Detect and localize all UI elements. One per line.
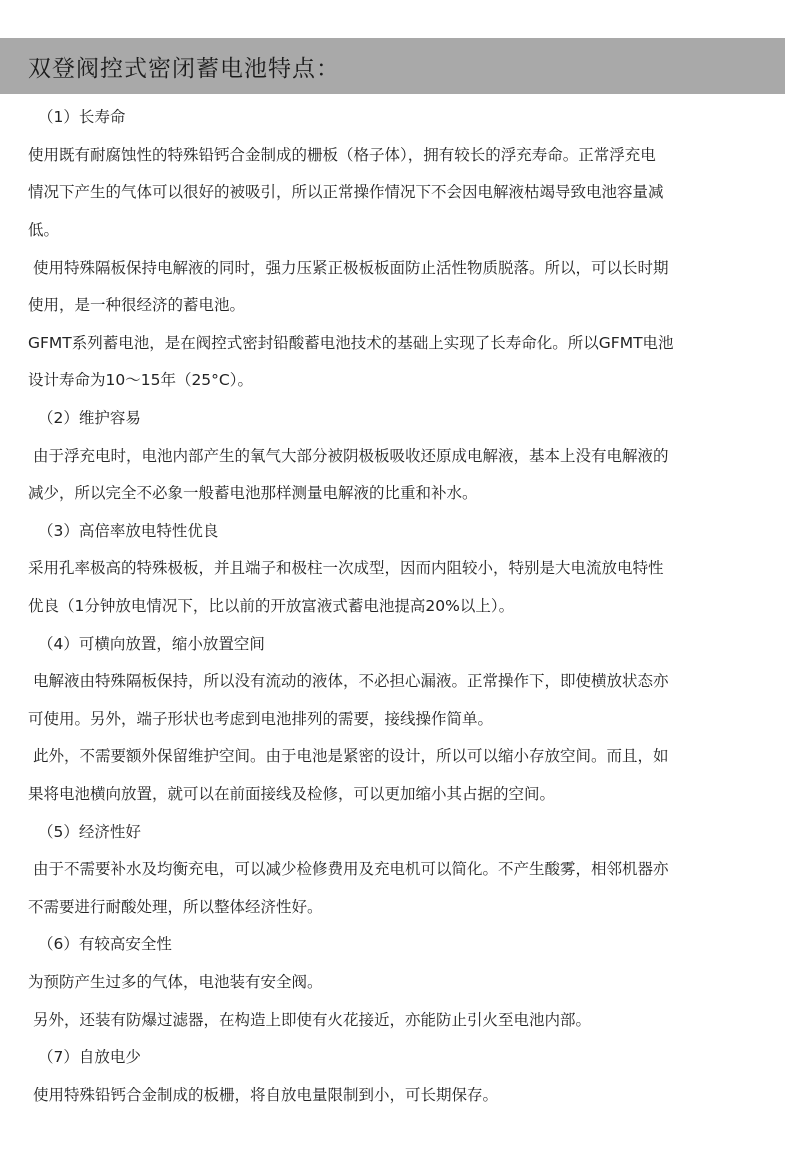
- paragraph-line: 优良（1分钟放电情况下，比以前的开放富液式蓄电池提高20%以上）。: [28, 597, 515, 615]
- section-heading-6: （6）有较高安全性: [38, 935, 172, 953]
- section-heading-7: （7）自放电少: [38, 1048, 141, 1066]
- paragraph-line: 减少，所以完全不必象一般蓄电池那样测量电解液的比重和补水。: [28, 484, 478, 502]
- paragraph-line: 低。: [28, 221, 60, 239]
- section-heading-4: （4）可横向放置，缩小放置空间: [38, 635, 265, 653]
- paragraph-line: 使用特殊铅钙合金制成的板栅，将自放电量限制到小，可长期保存。: [33, 1086, 499, 1104]
- paragraph-line: 另外，还装有防爆过滤器，在构造上即使有火花接近，亦能防止引火至电池内部。: [33, 1011, 592, 1029]
- paragraph-line: 此外，不需要额外保留维护空间。由于电池是紧密的设计，所以可以缩小存放空间。而且，如: [33, 747, 669, 765]
- paragraph-line: 使用特殊隔板保持电解液的同时，强力压紧正极板板面防止活性物质脱落。所以，可以长时期: [33, 259, 669, 277]
- section-heading-1: （1）长寿命: [38, 108, 126, 126]
- paragraph-line: 不需要进行耐酸处理，所以整体经济性好。: [28, 898, 323, 916]
- section-heading-3: （3）高倍率放电特性优良: [38, 522, 219, 540]
- paragraph-line: GFMT系列蓄电池，是在阀控式密封铅酸蓄电池技术的基础上实现了长寿命化。所以GFMT电池: [28, 334, 674, 352]
- paragraph-line: 使用既有耐腐蚀性的特殊铅钙合金制成的栅板（格子体），拥有较长的浮充寿命。正常浮充电: [28, 146, 656, 164]
- section-heading-5: （5）经济性好: [38, 823, 141, 841]
- paragraph-line: 情况下产生的气体可以很好的被吸引，所以正常操作情况下不会因电解液枯竭导致电池容量减: [28, 183, 664, 201]
- paragraph-line: 设计寿命为10～15年（25°C）。: [28, 371, 253, 389]
- paragraph-line: 可使用。另外，端子形状也考虑到电池排列的需要，接线操作简单。: [28, 710, 494, 728]
- paragraph-line: 电解液由特殊隔板保持，所以没有流动的液体，不必担心漏液。正常操作下，即使横放状态亦: [33, 672, 669, 690]
- section-heading-2: （2）维护容易: [38, 409, 141, 427]
- paragraph-line: 果将电池横向放置，就可以在前面接线及检修，可以更加缩小其占据的空间。: [28, 785, 556, 803]
- paragraph-line: 为预防产生过多的气体，电池装有安全阀。: [28, 973, 323, 991]
- title-banner: [0, 38, 785, 94]
- paragraph-line: 由于浮充电时，电池内部产生的氧气大部分被阴极板吸收还原成电解液，基本上没有电解液的: [33, 447, 669, 465]
- paragraph-line: 使用，是一种很经济的蓄电池。: [28, 296, 246, 314]
- page-title: 双登阀控式密闭蓄电池特点：: [28, 55, 340, 82]
- paragraph-line: 由于不需要补水及均衡充电，可以减少检修费用及充电机可以简化。不产生酸雾，相邻机器亦: [33, 860, 669, 878]
- paragraph-line: 采用孔率极高的特殊极板，并且端子和极柱一次成型，因而内阻较小，特别是大电流放电特性: [28, 559, 664, 577]
